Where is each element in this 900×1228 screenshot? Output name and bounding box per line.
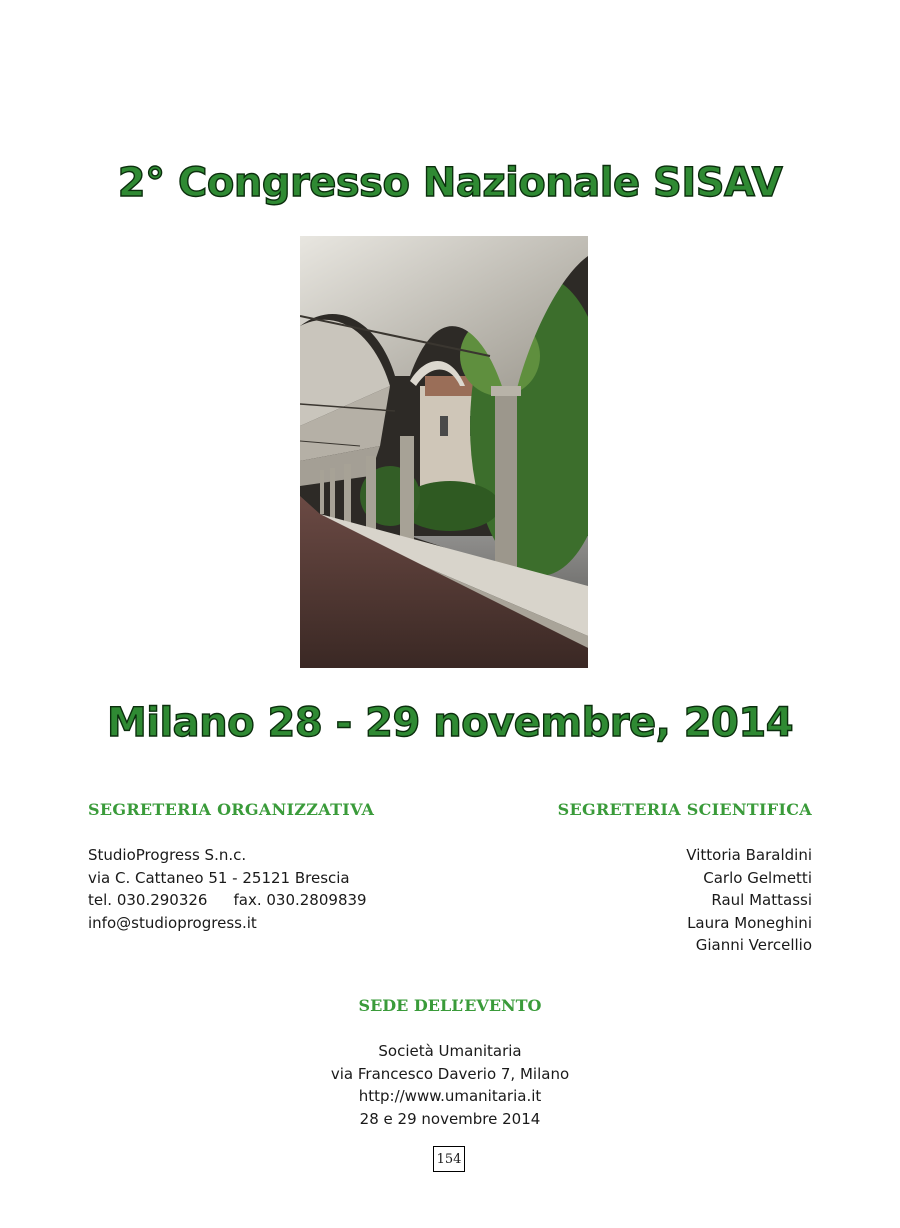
heading-segreteria-scientifica: SEGRETERIA SCIENTIFICA	[557, 800, 812, 819]
venue-url: http://www.umanitaria.it	[358, 1087, 542, 1105]
fax: fax. 030.2809839	[233, 891, 367, 909]
company-name: StudioProgress S.n.c.	[88, 846, 247, 864]
venue-name: Società Umanitaria	[378, 1042, 522, 1060]
heading-sede-evento: SEDE DELL’EVENTO	[358, 996, 542, 1015]
page-number: 154	[433, 1146, 465, 1172]
phone-fax-line	[88, 889, 367, 912]
scientifica-members	[686, 844, 812, 957]
cloister-arcade-photo	[300, 236, 588, 668]
venue-address: via Francesco Daverio 7, Milano	[330, 1064, 570, 1083]
member-name: Laura Moneghini	[687, 913, 812, 932]
event-date-location: Milano 28 - 29 novembre, 2014	[106, 700, 794, 746]
member-name: Gianni Vercellio	[695, 936, 812, 954]
member-name: Raul Mattassi	[711, 891, 812, 909]
email: info@studioprogress.it	[88, 913, 257, 932]
venue-dates: 28 e 29 novembre 2014	[359, 1109, 541, 1128]
heading-segreteria-organizzativa: SEGRETERIA ORGANIZZATIVA	[88, 800, 375, 819]
organizzativa-contact	[88, 844, 367, 934]
company-address: via C. Cattaneo 51 - 25121 Brescia	[88, 868, 350, 887]
member-name: Vittoria Baraldini	[686, 846, 812, 864]
member-name: Carlo Gelmetti	[703, 868, 812, 887]
venue-details	[0, 1040, 900, 1130]
page-title: 2° Congresso Nazionale SISAV	[117, 160, 783, 206]
telephone: tel. 030.290326	[88, 891, 208, 909]
